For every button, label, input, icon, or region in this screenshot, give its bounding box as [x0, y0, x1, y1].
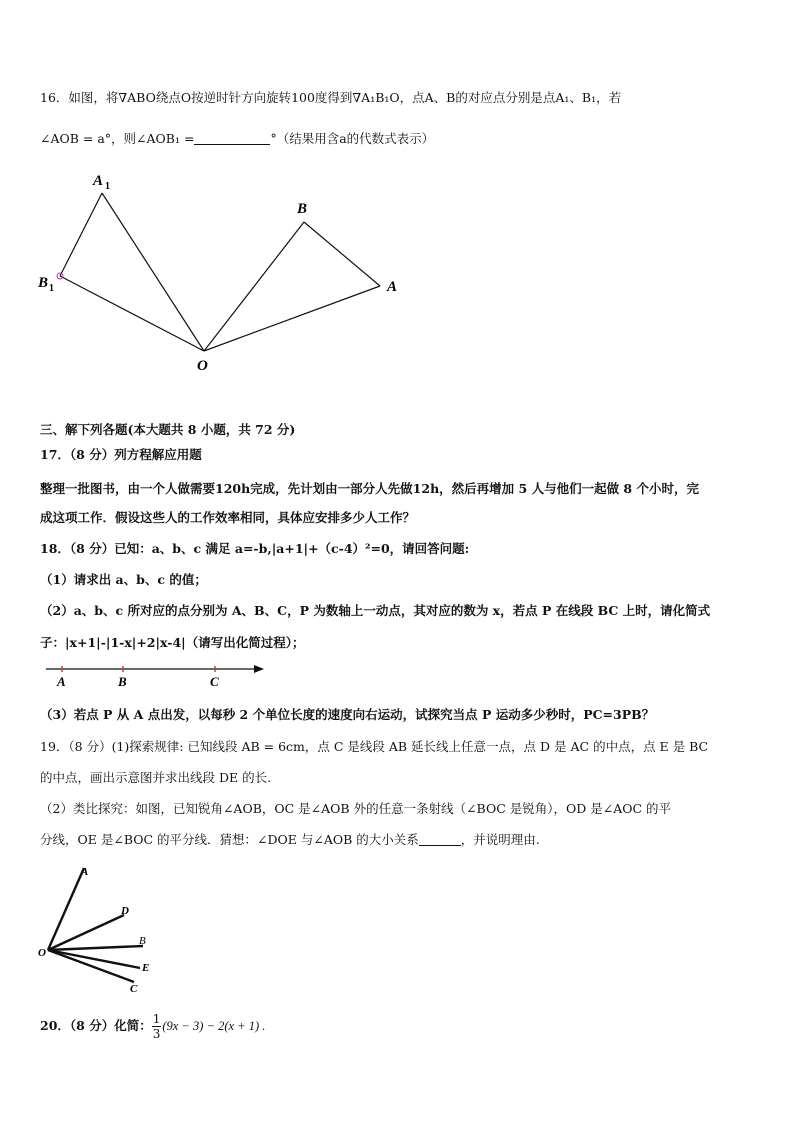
label-B: B — [297, 201, 308, 217]
fraction-one-third — [152, 1012, 162, 1041]
ray-OE — [48, 950, 140, 968]
q17-line2: 成这项工作．假设这些人的工作效率相同，具体应安排多少人工作？ — [40, 510, 416, 525]
label-B1: B — [38, 275, 49, 291]
q20-line — [40, 1011, 265, 1041]
angle-label-B: B — [139, 935, 146, 947]
q17-title: 17．（8 分）列方程解应用题 — [40, 447, 202, 462]
q18-part2a: （2）a、b、c 所对应的点分别为 A、B、C，P 为数轴上一动点，其对应的数为 x，若点 P 在线段 BC 上时，请化简式 — [40, 603, 711, 618]
label-O: O — [197, 358, 208, 374]
q18-part1: （1）请求出 a、b、c 的值； — [40, 572, 207, 587]
angle-label-A: A — [81, 866, 89, 878]
q16-line1: 16．如图，将∇ABO绕点O按逆时针方向旋转100度得到∇A₁B₁O，点A、B的对应点分别是点A₁、B₁，若 — [40, 90, 622, 105]
label-A: A — [387, 279, 398, 295]
label-A1: A — [93, 173, 104, 189]
q19-line3: （2）类比探究：如图，已知锐角∠AOB，OC 是∠AOB 外的任意一条射线（∠BOC 是锐角），OD 是∠AOC 的平 — [40, 801, 672, 816]
q17-line1: 整理一批图书，由一个人做需要120h完成，先计划由一部分人先做12h，然后再增加 5 人与他们一起做 8 个小时，完 — [40, 481, 699, 496]
ray-OD — [48, 915, 124, 950]
q19-line4-pre: 分线，OE 是∠BOC 的平分线．猜想：∠DOE 与∠AOB 的大小关系 — [40, 832, 419, 847]
q19-line2: 的中点，画出示意图并求出线段 DE 的长. — [40, 770, 272, 785]
axis-label-A: A — [57, 674, 66, 689]
q16-line2-pre: ∠AOB = a°，则∠AOB₁ = — [40, 131, 195, 146]
angle-label-E: E — [142, 962, 150, 974]
q19-line4-post: ，并说明理由. — [460, 832, 540, 847]
ray-OA — [48, 868, 84, 950]
ray-OB — [48, 946, 143, 950]
fraction-denominator: 3 — [152, 1027, 161, 1041]
q16-line2-post: °（结果用含a的代数式表示） — [270, 131, 435, 146]
axis-label-C: C — [210, 674, 219, 689]
label-A1-sub: 1 — [105, 181, 110, 192]
label-B1-sub: 1 — [49, 283, 54, 294]
angle-label-O: O — [38, 947, 46, 959]
q19-line1: 19．（8 分）(1)探索规律: 已知线段 AB = 6cm，点 C 是线段 AB 延长线上任意一点，点 D 是 AC 的中点，点 E 是 BC — [40, 739, 709, 754]
q20-prefix: 20．（8 分）化简： — [40, 1018, 152, 1033]
q18-part2b: 子：|x+1|-|1-x|+2|x-4|（请写出化简过程）； — [40, 635, 305, 650]
q18-line1: 18．（8 分）已知：a、b、c 满足 a=-b,|a+1|+（c-4）²=0，请回答问题: — [40, 541, 470, 556]
q20-expression: (9x − 3) − 2(x + 1) . — [162, 1019, 266, 1033]
angle-label-D: D — [121, 905, 129, 917]
section-3-heading: 三、解下列各题(本大题共 8 小题，共 72 分) — [40, 422, 296, 437]
ray-OC — [48, 950, 134, 982]
q18-part3: （3）若点 P 从 A 点出发，以每秒 2 个单位长度的速度向右运动，试探究当点 P 运动多少秒时，PC=3PB？ — [40, 707, 655, 722]
axis-label-B: B — [118, 674, 127, 689]
fraction-numerator: 1 — [152, 1012, 161, 1026]
angle-label-C: C — [130, 983, 138, 995]
